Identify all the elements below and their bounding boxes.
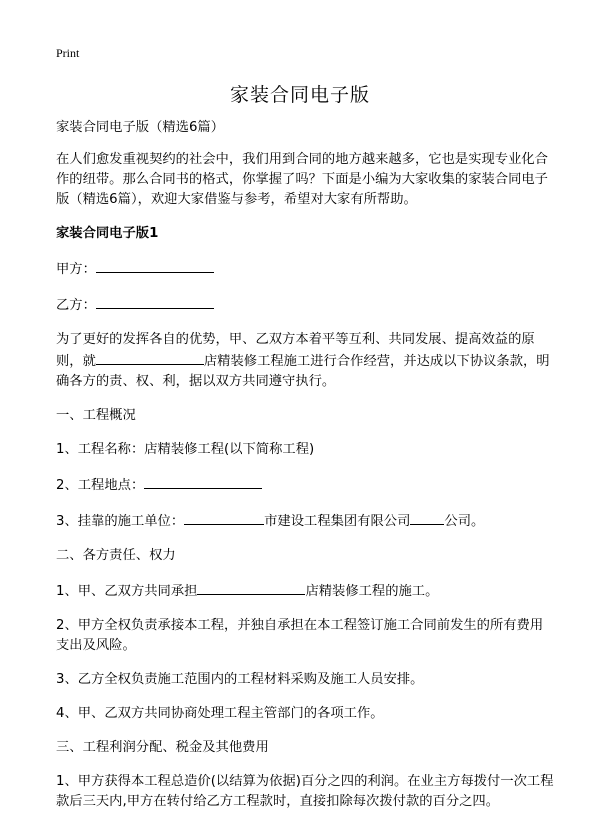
item-1-2 [56,474,556,496]
item-2-2: 2、甲方全权负责承接本工程，并独自承担在本工程签订施工合同前发生的所有费用支出及风险。 [56,618,544,653]
item-1-3-text-2: 市建设工程集团有限公司 [264,514,411,529]
contractor-blank-1 [184,510,264,525]
intro-paragraph: 在人们愈发重视契约的社会中，我们用到合同的地方越来越多，它也是实现专业化合作的纽带。那么合同书的格式，你掌握了吗？下面是小编为大家收集的家装合同电子版（精选6篇），欢迎大家借鉴与参考，希望对大家有所帮助。 [56,152,548,207]
item-2-3: 3、乙方全权负责施工范围内的工程材料采购及施工人员安排。 [56,672,424,687]
item-1-3-text-3: 公司。 [444,514,485,529]
document-subtitle: 家装合同电子版（精选6篇） [56,120,225,135]
document-body [56,118,556,826]
location-blank [144,474,262,489]
party-a-blank [96,258,214,273]
item-2-1-text-1: 1、甲、乙双方共同承担 [56,584,198,599]
project-blank [197,580,305,595]
purpose-text-2: 店精装修工程施工进行合作经营，并达成以下协议条款，明确各方的责、权、利，据以双方共同遵守执行。 [56,354,550,389]
purpose-paragraph [56,330,556,392]
item-2-1-text-2: 店精装修工程的施工。 [305,584,439,599]
item-1-1: 1、工程名称：店精装修工程(以下简称工程) [56,442,315,457]
page-title: 家装合同电子版 [229,84,370,106]
print-link[interactable]: Print [56,46,80,60]
item-3-1: 1、甲方获得本工程总造价(以结算为依据)百分之四的利润。在业主方每拨付一次工程款后三天内,甲方在转付给乙方工程款时，直接扣除每次拨付款的百分之四。 [56,774,554,809]
party-b-blank [96,294,214,309]
item-1-3 [56,510,556,532]
item-2-4: 4、甲、乙双方共同协商处理工程主管部门的各项工作。 [56,706,384,721]
contractor-blank-2 [410,510,444,525]
purpose-text-1: 为了更好的发挥各自的优势，甲、乙双方本着平等互利、共同发展、提高效益的原则，就 [56,332,535,369]
section-heading: 家装合同电子版1 [56,226,159,241]
party-b-line [56,294,556,316]
item-2-1 [56,580,556,602]
party-b-label: 乙方： [56,298,96,313]
party-a-label: 甲方： [56,262,96,277]
section-3-title: 三、工程利润分配、税金及其他费用 [56,740,269,755]
party-a-line [56,258,556,280]
item-1-2-label: 2、工程地点： [56,478,145,493]
item-1-3-text-1: 3、挂靠的施工单位： [56,514,185,529]
section-2-title: 二、各方责任、权力 [56,548,176,563]
section-1-title: 一、工程概况 [56,408,136,423]
purpose-blank [96,350,204,365]
